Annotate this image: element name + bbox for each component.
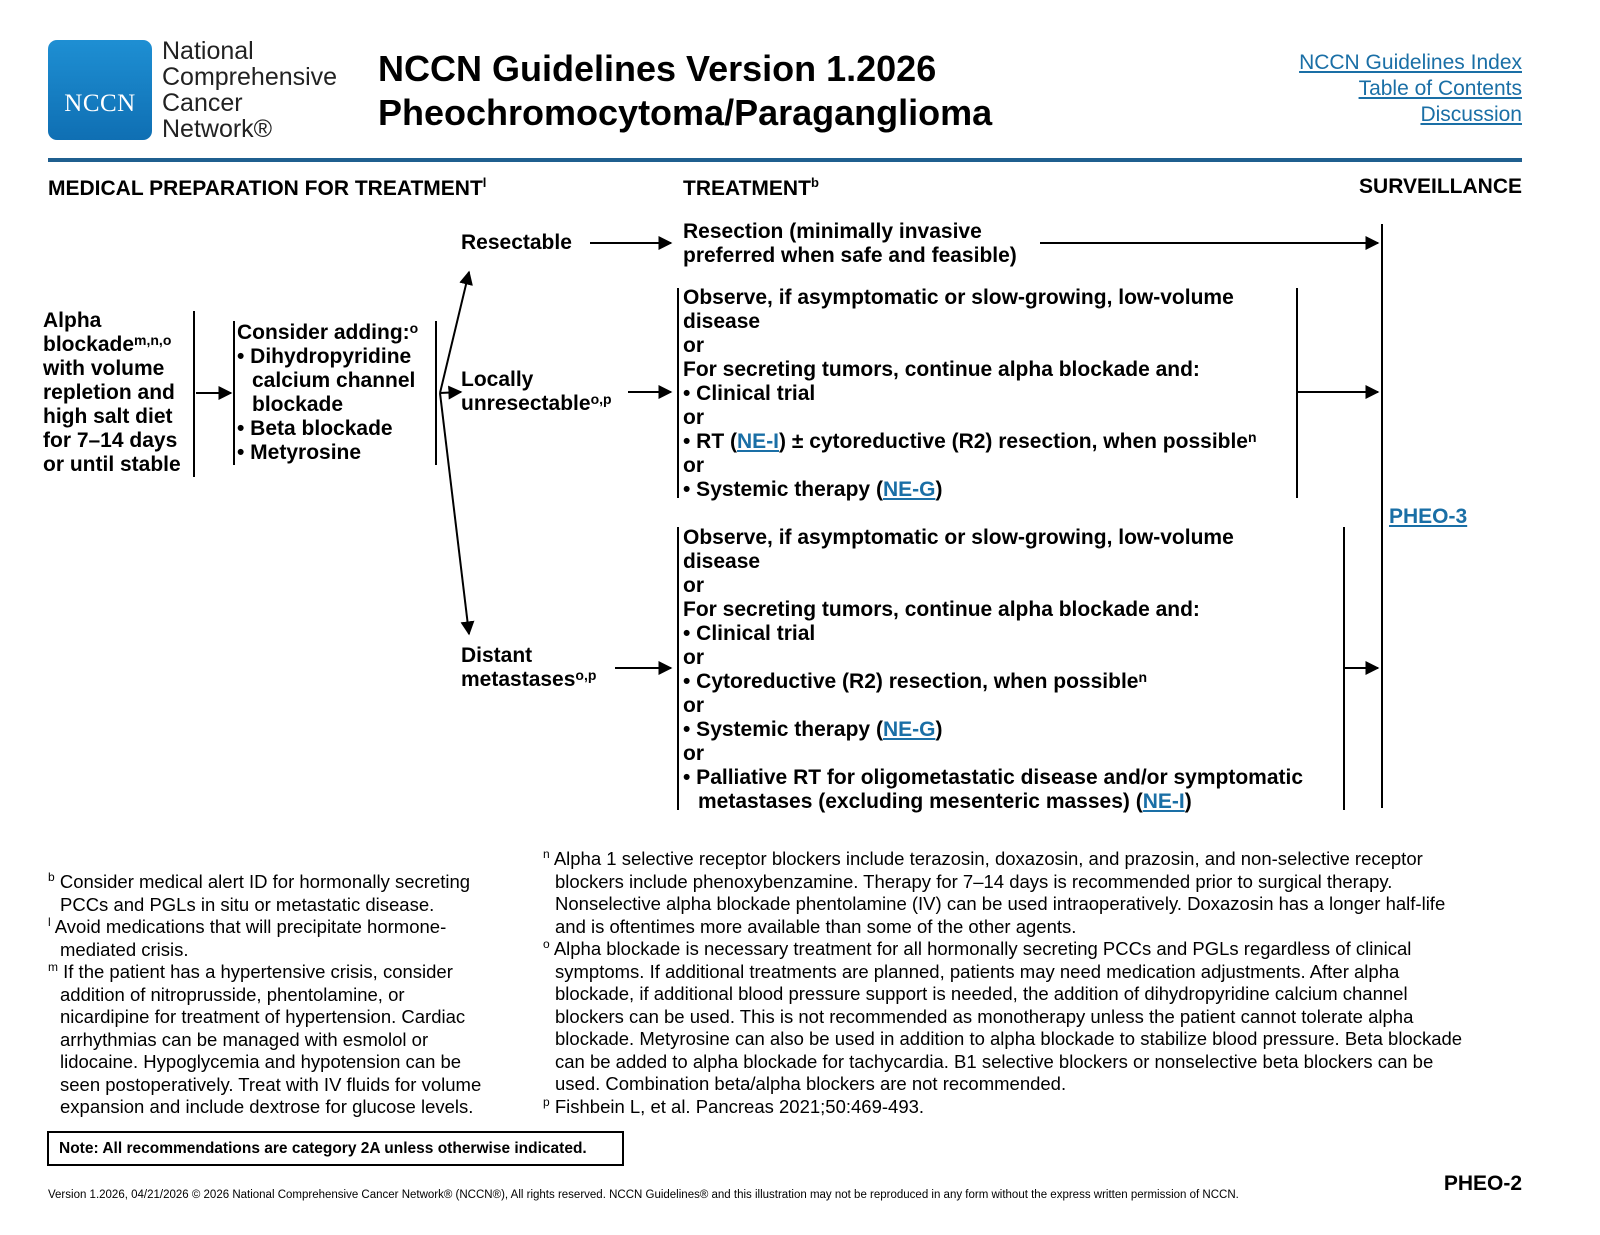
locally-tx-bracket-left bbox=[677, 288, 679, 498]
table-of-contents-link[interactable]: Table of Contents bbox=[1358, 77, 1522, 100]
consider-bracket-right bbox=[435, 321, 437, 465]
footnote-p: $^p$ Fishbein L, et al. Pancreas 2021;50:469-493. bbox=[543, 1094, 925, 1117]
alpha-bracket bbox=[193, 311, 195, 477]
ne-g-link[interactable]: NE-G bbox=[882, 718, 936, 741]
category-note: Note: All recommendations are category 2A unless otherwise indicated. bbox=[47, 1131, 624, 1166]
footnote-b: $^b$ Consider medical alert ID for hormonally secreting bbox=[48, 869, 471, 892]
locally-tx-bracket-right bbox=[1296, 288, 1298, 498]
footnotes-left: $^b$ Consider medical alert ID for hormonally secreting PCCs and PGLs in situ or metastatic disease. $^l$ Avoid medications that will precipitate hormone- mediated crisis. $^m$ If the patient has a hypertensive crisis, consider addition of nitroprusside, phentolamine, or nicardipine for treatment of hypertension. Cardiac arrhythmias can be managed with esmolol or lidocaine. Hypoglycemia and hypotension can be seen postoperatively. Treat with IV fluids for volume expansion and include dextrose for glucose levels. bbox=[48, 869, 482, 1117]
column-header-medical-prep: MEDICAL PREPARATION FOR TREATMENT$^l$ bbox=[48, 175, 487, 200]
branch-distant-metastases: Distant metastases$^{o,p}$ bbox=[461, 644, 597, 691]
arrow-to-locally-unresectable bbox=[440, 392, 461, 393]
org-name-line: Comprehensive bbox=[162, 63, 338, 91]
logo-text: NCCN bbox=[64, 90, 136, 117]
page-id: PHEO-2 bbox=[1443, 1172, 1522, 1195]
org-name-line: Cancer bbox=[162, 89, 243, 117]
guideline-topic-title: Pheochromocytoma/Paraganglioma bbox=[378, 92, 993, 133]
pheo-3-link[interactable]: PHEO-3 bbox=[1389, 505, 1468, 528]
branch-resectable: Resectable bbox=[461, 231, 572, 254]
surveillance-bracket bbox=[1381, 224, 1383, 808]
column-header-surveillance: SURVEILLANCE bbox=[1359, 175, 1522, 198]
distant-tx-bracket-right bbox=[1343, 527, 1345, 810]
ne-g-link[interactable]: NE-G bbox=[882, 478, 936, 501]
footnote-n: $^n$ Alpha 1 selective receptor blockers include terazosin, doxazosin, and prazosin, and non-selective receptor bbox=[543, 846, 1423, 869]
org-name-line: Network® bbox=[162, 115, 273, 143]
ne-i-link[interactable]: NE-I bbox=[1142, 790, 1185, 813]
distant-tx-bracket-left bbox=[677, 527, 679, 810]
footnote-l: $^l$ Avoid medications that will precipitate hormone- bbox=[48, 914, 447, 937]
arrow-to-distant-metastases bbox=[440, 393, 469, 634]
column-header-treatment: TREATMENT$^b$ bbox=[683, 175, 819, 200]
version-copyright: Version 1.2026, 04/21/2026 © 2026 National Comprehensive Cancer Network® (NCCN®), All rights reserved. NCCN Guidelines® and this illustration may not be reproduced in any form without the express written permission of NCCN. bbox=[48, 1189, 1239, 1201]
footnote-o: $^o$ Alpha blockade is necessary treatment for all hormonally secreting PCCs and PGLs regardless of clinical bbox=[543, 936, 1412, 959]
guidelines-index-link[interactable]: NCCN Guidelines Index bbox=[1299, 51, 1522, 74]
resection-box: Resection (minimally invasive preferred when safe and feasible) bbox=[683, 220, 1017, 267]
consider-bracket-left bbox=[233, 321, 235, 465]
distant-metastases-treatment: Observe, if asymptomatic or slow-growing, low-volume disease or For secreting tumors, continue alpha blockade and: • Clinical trial or • Cytoreductive (R2) resection, when possible$^n$ or • Systemic therapy (NE-G) or • Palliative RT for oligometastatic disease and/or symptomatic metastases (excluding mesenteric masses) (NE-I) bbox=[683, 526, 1304, 813]
ne-i-link[interactable]: NE-I bbox=[737, 430, 780, 453]
footnotes-right: $^n$ Alpha 1 selective receptor blockers include terazosin, doxazosin, and prazosin, and non-selective receptor blockers include phenoxybenzamine. Therapy for 7–14 days is recommended prior to surgical therapy. Nonselective alpha blockade phentolamine (IV) can be used intraoperatively. Doxazosin has a longer half-life and is oftentimes more available than some of the other agents. $^o$ Alpha blockade is necessary treatment for all hormonally secreting PCCs and PGLs regardless of clinical symptoms. If additional treatments are planned, patients may need medication adjustments. After alpha blockade, if additional blood pressure support is needed, the addition of dihydropyridine calcium channel blockers can be used. This is not recommended as monotherapy unless the patient cannot tolerate alpha blockade. Metyrosine can also be used in addition to alpha blockade to stabilize blood pressure. Beta blockade can be added to alpha blockade for tachycardia. B1 selective blockers or nonselective beta blockers can be used. Combination beta/alpha blockers are not recommended. $^p$ Fishbein L, et al. Pancreas 2021;50:469-493. bbox=[543, 846, 1463, 1117]
branch-locally-unresectable: Locally unresectable$^{o,p}$ bbox=[461, 368, 612, 415]
alpha-blockade-box: Alpha blockade$^{m,n,o}$ with volume repletion and high salt diet for 7–14 days or until stable bbox=[43, 309, 181, 476]
guideline-version-title: NCCN Guidelines Version 1.2026 bbox=[378, 48, 937, 89]
footnote-m: $^m$ If the patient has a hypertensive crisis, consider bbox=[48, 959, 453, 982]
consider-adding-box: Consider adding:$^o$ • Dihydropyridine calcium channel blockade • Beta blockade • Metyrosine bbox=[237, 320, 419, 464]
org-name-line: National bbox=[162, 37, 254, 65]
discussion-link[interactable]: Discussion bbox=[1420, 103, 1522, 126]
locally-unresectable-treatment: Observe, if asymptomatic or slow-growing, low-volume disease or For secreting tumors, continue alpha blockade and: • Clinical trial or • RT (NE-I) ± cytoreductive (R2) resection, when possible$^n$ or • Systemic therapy (NE-G) bbox=[683, 286, 1257, 501]
